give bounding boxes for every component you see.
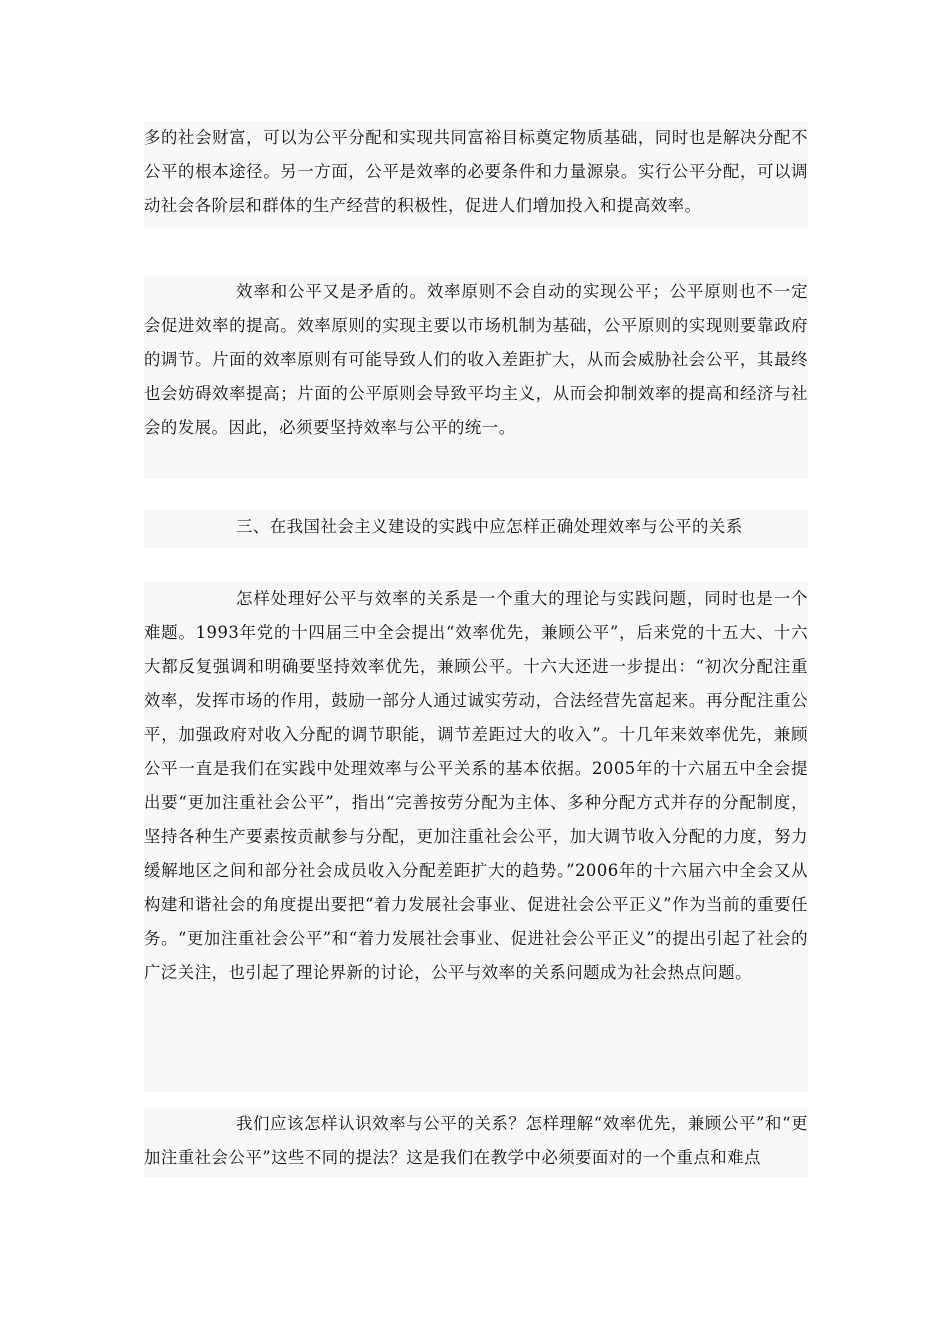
paragraph-efficiency-fairness-contradiction: 效率和公平又是矛盾的。效率原则不会自动的实现公平；公平原则也不一定会促进效率的提高。效率原则的实现主要以市场机制为基础，公平原则的实现则要靠政府的调节。片面的效率原则有可能导致人们的收入差距扩大，从而会威胁社会公平，其最终也会妨碍效率提高；片面的公平原则会导致平均主义，从而会抑制效率的提高和经济与社会的发展。因此，必须要坚持效率与公平的统一。	[144, 275, 808, 479]
paragraph-efficiency-basis: 多的社会财富，可以为公平分配和实现共同富裕目标奠定物质基础，同时也是解决分配不公平的根本途径。另一方面，公平是效率的必要条件和力量源泉。实行公平分配，可以调动社会各阶层和群体的生产经营的积极性，促进人们增加投入和提高效率。	[144, 121, 808, 229]
paragraph-policy-history: 怎样处理好公平与效率的关系是一个重大的理论与实践问题，同时也是一个难题。1993年党的十四届三中全会提出“效率优先，兼顾公平”，后来党的十五大、十六大都反复强调和明确要坚持效率优先，兼顾公平。十六大还进一步提出：“初次分配注重效率，发挥市场的作用，鼓励一部分人通过诚实劳动，合法经营先富起来。再分配注重公平，加强政府对收入分配的调节职能，调节差距过大的收入”。十几年来效率优先，兼顾公平一直是我们在实践中处理效率与公平关系的基本依据。2005年的十六届五中全会提出要“更加注重社会公平”，指出“完善按劳分配为主体、多种分配方式并存的分配制度，坚持各种生产要素按贡献参与分配，更加注重社会公平，加大调节收入分配的力度，努力缓解地区之间和部分社会成员收入分配差距扩大的趋势。”2006年的十六届六中全会又从构建和谐社会的角度提出要把“着力发展社会事业、促进社会公平正义”作为当前的重要任务。“更加注重社会公平”和“着力发展社会事业、促进社会公平正义”的提出引起了社会的广泛关注，也引起了理论界新的讨论，公平与效率的关系问题成为社会热点问题。	[144, 582, 808, 1092]
section-heading-three: 三、在我国社会主义建设的实践中应怎样正确处理效率与公平的关系	[144, 510, 808, 548]
paragraph-teaching-question: 我们应该怎样认识效率与公平的关系？怎样理解“效率优先，兼顾公平”和“更加注重社会公平”这些不同的提法？这是我们在教学中必须要面对的一个重点和难点	[144, 1107, 808, 1177]
